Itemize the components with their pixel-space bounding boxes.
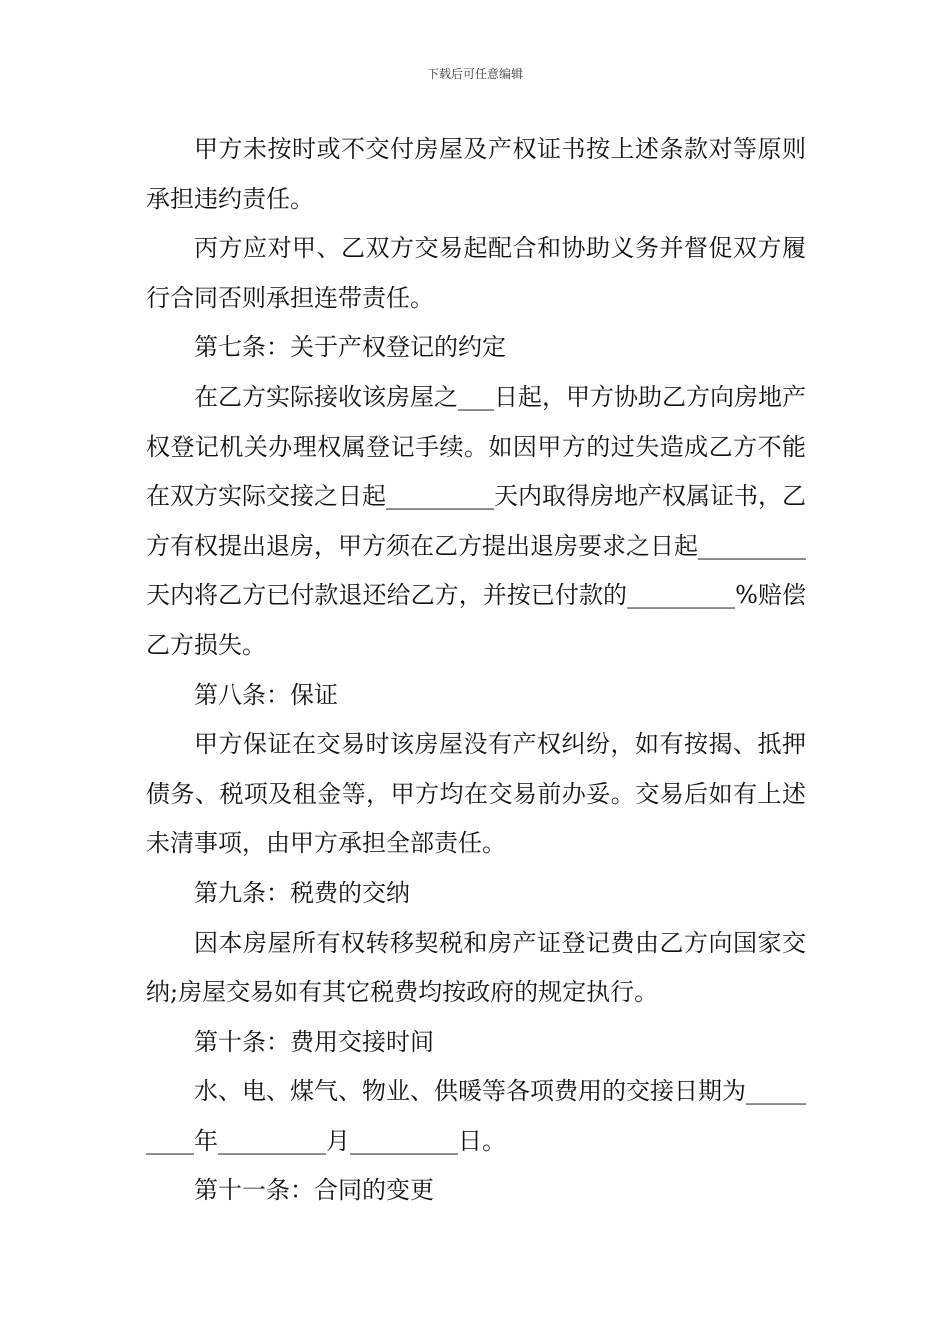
article-11-heading: 第十一条：合同的变更 xyxy=(194,1176,434,1205)
paragraph-title-registration: 在乙方实际接收该房屋之___日起，甲方协助乙方向房地产权登记机关办理权属登记手续。如因甲方的过失造成乙方不能在双方实际交接之日起_________天内取得房地产权属证书，乙方有权提出退房，甲方须在乙方提出退房要求之日起_________天内将乙方已付款退还给乙方，并按已付款的_________%赔偿乙方损失。 xyxy=(146,382,806,659)
paragraph-fee-handover: 水、电、煤气、物业、供暖等各项费用的交接日期为_________年_________月_________日。 xyxy=(146,1077,806,1155)
page-header: 下载后可任意编辑 xyxy=(426,67,523,81)
article-8-heading: 第八条：保证 xyxy=(194,680,338,709)
article-9-heading: 第九条：税费的交纳 xyxy=(194,878,410,907)
document-body xyxy=(146,125,806,1216)
article-10-heading: 第十条：费用交接时间 xyxy=(194,1027,434,1056)
paragraph-breach-liability: 甲方未按时或不交付房屋及产权证书按上述条款对等原则承担违约责任。 xyxy=(146,135,806,213)
paragraph-third-party-duty: 丙方应对甲、乙双方交易起配合和协助义务并督促双方履行合同否则承担连带责任。 xyxy=(146,234,806,312)
paragraph-guarantee: 甲方保证在交易时该房屋没有产权纠纷，如有按揭、抵押债务、税项及租金等，甲方均在交易前办妥。交易后如有上述未清事项，由甲方承担全部责任。 xyxy=(146,730,806,858)
paragraph-taxes: 因本房屋所有权转移契税和房产证登记费由乙方向国家交纳;房屋交易如有其它税费均按政府的规定执行。 xyxy=(146,928,806,1007)
article-7-heading: 第七条：关于产权登记的约定 xyxy=(194,333,506,362)
